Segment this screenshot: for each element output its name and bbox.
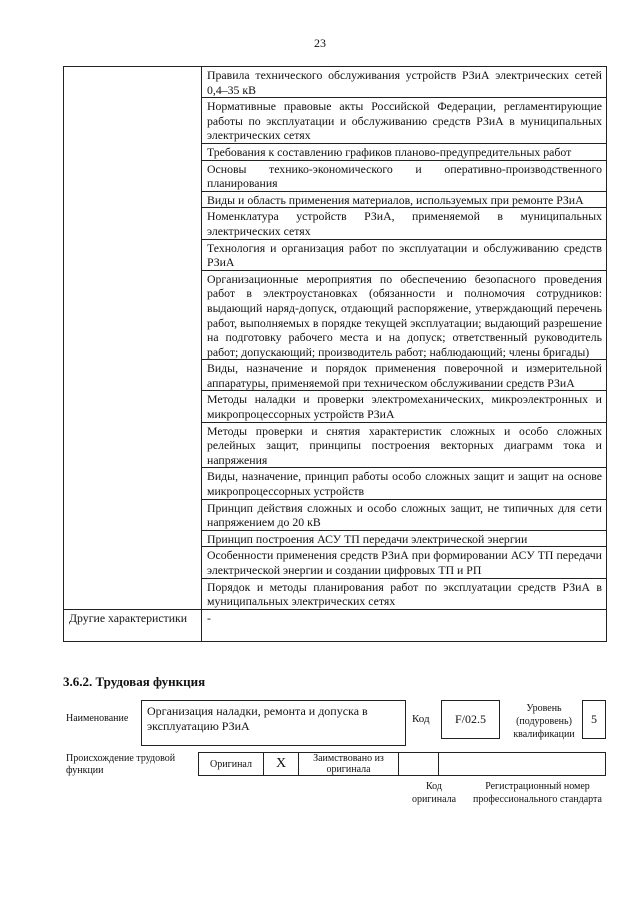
borrowed-cell: Заимствовано из оригинала <box>299 752 399 776</box>
knowledge-item: Виды, назначение и порядок применения поверочной и измерительной аппаратуры, применяемой при техническом обслуживании средств РЗиА <box>202 360 607 391</box>
code-box: F/02.5 <box>441 700 500 739</box>
table-row <box>64 609 607 641</box>
origin-row <box>198 752 606 776</box>
code-original-cell <box>399 752 439 776</box>
knowledge-item: Принцип действия сложных и особо сложных защит, не типичных для сети напряжением до 20 кВ <box>202 499 607 530</box>
knowledge-item: Виды и область применения материалов, используемых при ремонте РЗиА <box>202 191 607 208</box>
knowledge-item: Основы технико-экономического и оперативно-производственного планирования <box>202 160 607 191</box>
level-box: 5 <box>582 700 606 739</box>
knowledge-item: Порядок и методы планирования работ по эксплуатации средств РЗиА в муниципальных электрических сетях <box>202 578 607 609</box>
knowledge-item: Методы наладки и проверки электромеханических, микроэлектронных и микропроцессорных устройств РЗиА <box>202 391 607 422</box>
knowledge-item: Особенности применения средств РЗиА при формировании АСУ ТП передачи электрической энергии и создании цифровых ТП и РП <box>202 547 607 578</box>
code-label: Код <box>412 713 430 725</box>
original-mark-cell: X <box>263 752 299 776</box>
knowledge-item: Нормативные правовые акты Российской Федерации, регламентирующие работы по эксплуатации и обслуживанию средств РЗиА в муниципальных электрических сетях <box>202 98 607 144</box>
knowledge-item: Принцип построения АСУ ТП передачи электрической энергии <box>202 530 607 547</box>
level-label: Уровень (подуровень) квалификации <box>513 703 575 740</box>
knowledge-item: Правила технического обслуживания устройств РЗиА электрических сетей 0,4–35 кВ <box>202 67 607 98</box>
reg-number-cell <box>439 752 606 776</box>
knowledge-item: Методы проверки и снятия характеристик сложных и особо сложных релейных защит, принципы построения векторных диаграмм тока и напряжения <box>202 422 607 468</box>
origin-label: Происхождение трудовой функции <box>66 753 176 776</box>
function-name-box: Организация наладки, ремонта и допуска в эксплуатацию РЗиА <box>141 700 406 746</box>
knowledge-item: Организационные мероприятия по обеспечению безопасного проведения работ в электроустановках (обязанности и полномочия сотрудников: выдающий наряд-допуск, отдающий распоряжение, утверждающий перечень работ, выполняемых в порядке текущей эксплуатации; выдающий разрешение на подготовку рабочего места и на допуск; ответственный руководитель работ; допускающий; производитель работ; наблюдающий; члены бригады) <box>202 270 607 360</box>
table-row <box>64 67 607 98</box>
knowledge-table <box>63 66 607 642</box>
section-title: 3.6.2. Трудовая функция <box>63 674 206 689</box>
knowledge-item: Требования к составлению графиков планово-предупредительных работ <box>202 143 607 160</box>
knowledge-item: Виды, назначение, принцип работы особо сложных защит и защит на основе микропроцессорных устройств <box>202 468 607 499</box>
reg-number-label: Регистрационный номер профессионального стандарта <box>473 781 602 805</box>
original-cell: Оригинал <box>198 752 263 776</box>
name-label: Наименование <box>66 713 129 724</box>
knowledge-item: Технология и организация работ по эксплуатации и обслуживанию средств РЗиА <box>202 239 607 270</box>
other-characteristics-label: Другие характеристики <box>64 609 202 641</box>
other-characteristics-value: - <box>202 609 607 641</box>
knowledge-item: Номенклатура устройств РЗиА, применяемой в муниципальных электрических сетях <box>202 208 607 239</box>
page-number: 23 <box>314 36 326 50</box>
code-original-label: Код оригинала <box>411 781 457 805</box>
left-column-cell <box>64 67 202 610</box>
